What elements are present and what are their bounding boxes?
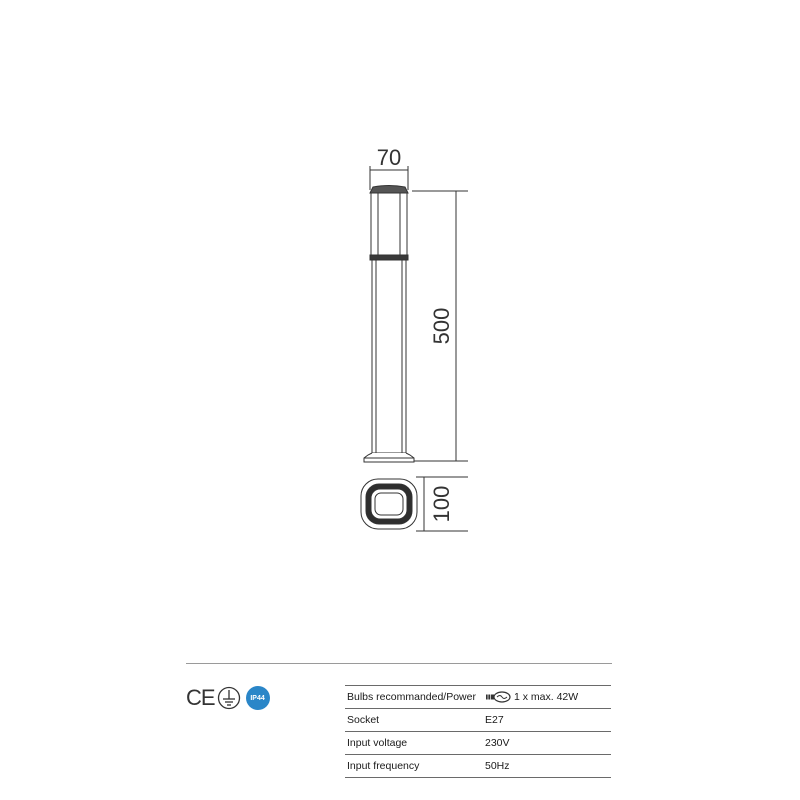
spec-label: Input frequency — [347, 760, 420, 772]
spec-row — [345, 755, 611, 778]
spec-value: 230V — [485, 737, 510, 749]
spec-row — [345, 732, 611, 755]
width-label: 70 — [376, 145, 402, 170]
spec-label: Socket — [347, 714, 380, 726]
height-label: 500 — [429, 307, 454, 345]
spec-label: Input voltage — [347, 737, 408, 749]
bollard-top-view — [361, 479, 417, 529]
spec-table — [345, 685, 611, 778]
spec-row — [345, 685, 611, 709]
spec-value: 50Hz — [485, 760, 510, 772]
spec-label: Bulbs recommanded/Power — [347, 691, 476, 703]
bulb-icon — [485, 691, 511, 703]
ip44-icon: IP44 — [246, 686, 270, 710]
spec-value: 1 x max. 42W — [514, 691, 579, 703]
divider-line — [186, 663, 612, 664]
protective-earth-icon — [217, 686, 241, 710]
certification-icons — [186, 683, 270, 713]
bollard-side-view — [364, 186, 414, 463]
ce-mark-icon: CE — [186, 685, 215, 710]
spec-value: E27 — [485, 714, 504, 726]
base-label: 100 — [429, 485, 454, 523]
spec-row — [345, 709, 611, 732]
